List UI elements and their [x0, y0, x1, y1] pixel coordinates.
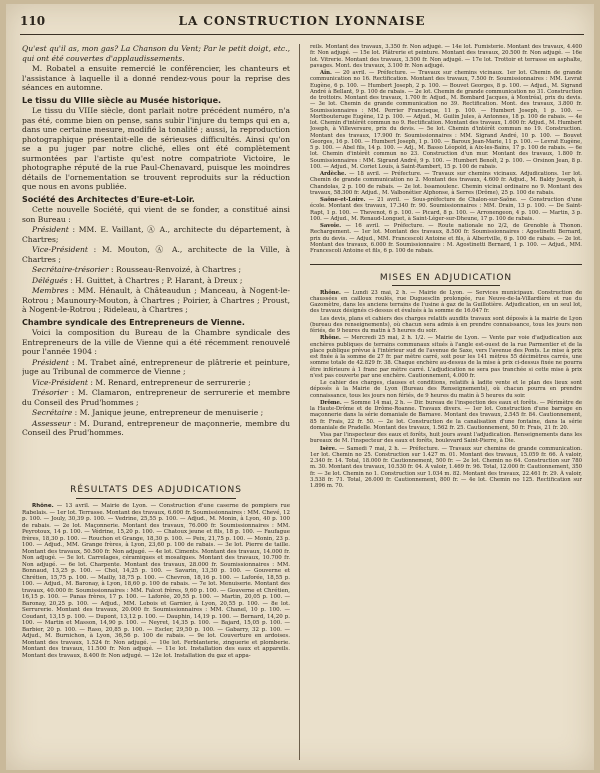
role-label: Trésorier: [32, 388, 68, 397]
eure-role-line: [22, 286, 290, 315]
mises-rhone-entry-2-note: Le cahier des charges, clauses et conditions, relatifs à ladite vente et le plan des lieux sont déposés à la Mairie de Lyon (Bureau des Renseignements), où chacun pourra en prendre connaissance, tous les jours non fériés, de 9 heures du matin à 5 heures du soir.: [310, 380, 582, 399]
eure-role-line: [22, 276, 290, 286]
dept-label: Ardèche.: [320, 171, 347, 177]
dept-label: Rhône.: [320, 289, 341, 296]
entry-text: — Lundi 23 mai, 2 h. — Mairie de Lyon. — Services municipaux. Construction de chaussées en cailloux roulés, rue Duguesclin prolongée, rue Neuve-de-la-Villardière et rue du Gazomètre, dans les anciens terrains de l'usine à gaz de la Guillotière. Adjudication, en un seul lot, des travaux désignés ci-dessus et évalués à la somme de 16.047 fr.: [310, 289, 582, 315]
mises-section-title: MISES EN ADJUDICATION: [379, 273, 513, 284]
role-text: : M. Renard, entrepreneur de serrurerie ;: [90, 377, 251, 387]
header-rule: [20, 34, 584, 35]
results-section-title: RÉSULTATS DES ADJUDICATIONS: [70, 484, 242, 495]
tissu-heading: Le tissu du VIIIe siècle au Musée historique.: [22, 95, 222, 105]
page-header: [20, 14, 584, 32]
results-ain-entry: [310, 70, 582, 170]
role-label: Président: [32, 225, 69, 234]
role-text: : M. Janique jeune, entrepreneur de menuiserie ;: [74, 408, 264, 417]
role-label: Secrétaire-trésorier: [32, 265, 109, 274]
page-number: 110: [20, 14, 46, 28]
results-title-rule: [76, 498, 237, 499]
entry-text: — 21 avril. — Sous-préfecture de Chalon-sur-Saône. — Construction d'une école. Montant des travaux, 17.340 fr. 90. Soumissionnaires : MM. Drain, 13 p. 100. — De Saint-Rapt, 1 p. 100. — Thevenot, 6 p. 100. — Picard, 8 p. 100. — Arronengeon, 4 p. 100. — Martin, 3 p. 100. — Adjud., M. Renaud-Longuet, à Saint-Léger-sur-Dheune, 17 p. 100 de rabais.: [310, 197, 582, 222]
intro-paragraph-2: M. Robatel a ensuite remercié le conférencier, les chanteurs et l'assistance à laquelle il a donné rendez-vous pour la reprise des séances en automne.: [22, 64, 290, 92]
eure-role-line: [22, 265, 290, 275]
vienne-role-line: [22, 378, 290, 388]
results-ardeche-entry: [310, 171, 582, 196]
entry-text: — Samedi 7 mai, 2 h. — Préfecture. — Travaux sur chemins de grande communication. 1er lot. Chemin no 25. Construction sur 1.427 m. 01. Montant des travaux, 15.059 fr. 66. À valoir, 2.340 fr. 14. Total, 18.000 fr. Cautionnement, 500 fr. — 2e lot. Chemin no 64. Construction sur 780 m. 30. Montant des travaux, 10.530 fr. 04. À valoir, 1.469 fr. 96. Total, 12.000 fr. Cautionnement, 350 fr. — 3e lot. Chemin no 1. Construction sur 1.034 m. 82. Montant des travaux, 22.461 fr. 29. À valoir, 3.538 fr. 71. Total, 26.000 fr. Cautionnement, 800 fr. — 4e lot. Chemin no 125. Rectification sur 1.896 m. 70.: [310, 445, 582, 489]
dept-label: Savoie.: [320, 223, 342, 229]
role-label: Assesseur: [32, 418, 71, 428]
column-divider: [299, 44, 300, 760]
mises-section: [310, 264, 582, 285]
role-label: Membres: [32, 286, 69, 295]
role-label: Vice-Président: [32, 377, 88, 387]
dept-label: Isère.: [320, 445, 337, 452]
role-text: : H. Guittet, à Chartres ; P. Harant, à Dreux ;: [70, 275, 243, 285]
mises-drome-entry: [310, 400, 582, 431]
results-saone-entry: [310, 197, 582, 222]
document-page: [6, 4, 594, 770]
mises-isere-entry: [310, 446, 582, 490]
dept-label: Ain.: [320, 70, 332, 76]
eure-role-line: [22, 225, 290, 244]
intro-paragraph-1: Qu'est qu'il as, mon gas? La Chanson du Vent; Par le petit doigt, etc., qui ont été couvertes d'applaudissements.: [22, 44, 290, 63]
mises-rhone-entry-1: [310, 290, 582, 315]
eure-paragraph: Cette nouvelle Société, qui vient de se fonder, a constitué ainsi son Bureau :: [22, 205, 290, 224]
mises-drome-entry-note: Visa par l'inspecteur des eaux et forêts, huit jours avant l'adjudication. Renseignements dans les bureaux de M. l'inspecteur des eaux et forêts, boulevard Saint-Pierre, à Die.: [310, 432, 582, 445]
entry-text: — 13 avril. — Mairie de Lyon. — Construction d'une caserne de pompiers rue Rabelais. — 1er lot. Terrasse. Montant des travaux, 6.600 fr. Soumissionnaires : MM. Chevé, 12 p. 100. — Jouly, 30,39 p. 100. — Vedrine, 25,55 p. 100. — Adjud., M. Monin, à Lyon, 40 p. 100 de rabais. — 2e lot. Maçonnerie. Montant des travaux, 76.000 fr. Soumissionnaires : MM. Peyrotoux, 14 p. 100. — Védrine, 15,20 p. 100. — Chatoux jeune et fils, 18 p. 100. — Faufague frères, 18,30 p. 100. — Rouchon et Grange, 18,30 p. 100. — Peix, 21,75 p. 100. — Monin, 23 p. 100. — Adjud., MM. Grange frères, à Lyon, 23,60 p. 100 de rabais. — 3e lot. Pierre de taille. Montant des travaux, 50.500 fr. Non adjugé. — 4e lot. Ciments. Montant des travaux, 14.000 fr. Non adjugé. — 5e lot. Carrelages, céramiques et mosaïques. Montant des travaux, 10.700 fr. Non adjugé. — 6e lot. Charpente. Montant des travaux, 28.000 fr. Soumissionnaires : MM. Bonnaud, 13,25 p. 100. — Chol, 14,25 p. 100. — Savarin, 13,30 p. 100. — Gouverne et Chrétien, 15,75 p. 100. — Mailly, 18,75 p. 100. — Chevron, 18,16 p. 100. — Laforée, 18,55 p. 100. — Adjud., M. Baronay, à Lyon, 18,60 p. 100 de rabais. — 7e lot. Menuiserie. Montant des travaux, 40.000 fr. Soumissionnaires : MM. Falcot frères, 9,60 p. 100. — Gouverne et Chrétien, 16,15 p. 100. — Panas frères, 17 p. 100. — Laforée, 20,55 p. 100. — Martin, 20,05 p. 100. — Baronay, 20,25 p. 100. — Adjud., MM. Lebois et Garnier, à Lyon, 20,55 p. 100. — 8e lot. Serrurerie. Montant des travaux, 20.000 fr. Soumissionnaires : MM. Chanel, 10 p. 100. — Coudant, 13,15 p. 100. — Dupont, 13,12 p. 100. — Dauphin, 14,19 p. 100. — Bernard, 14,20 p. 100. — Martin et Masson, 14,90 p. 100. — Neyret, 14,35 p. 100. — Bajard, 15,05 p. 100. — Barbier, 20 p. 100. — Raso, 20,85 p. 100. — Escler, 29,50 p. 100. — Gabarry, 32 p. 100. — Adjud., M. Burnichon, à Lyon, 36,56 p. 100 de rabais. — 9e lot. Couverture en ardoises. Montant des travaux, 1.524 fr. Non adjugé. — 10e lot. Ferblanterie, zinguerie et plomberie. Montant des travaux, 11.500 fr. Non adjugé. — 11e lot. Installation des eaux et appareils. Montant des travaux, 8.400 fr. Non adjugé. — 12e lot. Installation du gaz et appa-: [22, 503, 290, 659]
vienne-paragraph: Voici la composition du Bureau de la Chambre syndicale des Entrepreneurs de la ville de Vienne qui a été récemment renouvelé pour l'année 1904 :: [22, 328, 290, 356]
vienne-role-line: [22, 388, 290, 407]
role-label: Président: [32, 357, 69, 367]
role-text: : M. Mouton, Ⓐ A., architecte de la Ville, à Chartres ;: [22, 245, 290, 264]
entry-text: — Somme 14 mai, 2 h. — Dir. bureau de l'inspection des eaux et forêts. — Périmètre de la Haute-Drôme et de Drôme-Roanne. Travaux divers. — 1er lot. Construction d'une barrage en maçonnerie dans la série domaniale de Barnave. Montant des travaux, 2.545 fr. 84. Cautionnement, 85 fr. Frais, 22 fr. 50. — 2e lot. Construction de la canalisation d'une fontaine, dans la série domaniale de Pradelle. Montant des travaux, 1.562 fr. 25. Cautionnement, 50 fr. Frais, 21 fr. 20.: [310, 399, 582, 431]
results-savoie-entry: [310, 223, 582, 254]
role-text: : Rousseau-Renvoizé, à Chartres ;: [111, 265, 242, 274]
left-column: [22, 44, 290, 762]
role-text: : M. Durand, entrepreneur de maçonnerie, membre du Conseil des Prud'hommes.: [22, 418, 290, 437]
mises-title-rule: [392, 285, 501, 286]
role-text: : M. Clamaron, entrepreneur de serrurerie et membre du Conseil des Prud'hommes ;: [22, 388, 290, 407]
vienne-heading: Chambre syndicale des Entrepreneurs de Vienne.: [22, 317, 245, 327]
vienne-role-line: [22, 408, 290, 418]
entry-text: — 20 avril. — Préfecture. — Travaux sur chemins vicinaux. 1er lot. Chemin de grande communication no 16. Rectification. Montant des travaux, 7.500 fr. Soumissionnaires : MM. Levrat Eugène, 6 p. 100. — Humbert Joseph, 2 p. 100. — Bouvet Georges, 8 p. 100. — Adjud., M. Sigrand André à Bellant, 9 p. 100 de rabais. — 2e lot. Chemin de grande communication no 31. Construction de trottoirs. Montant des travaux, 1.700 fr. Adjud., M. Bombard Jacques, à Montréal, prix du devis. — 3e lot. Chemin de grande communication no 39. Rectification. Mont. des travaux, 3.800 fr. Soumissionnaires : MM. Perrier Francisque, 11 p. 100. — Humbert Joseph, 1 p. 100. — Mortbouteruge Eugène, 12 p. 100. — Adjud., M. Guilin Jules, à Antonnes, 18 p. 100 de rabais. — 4e lot. Chemin d'intérêt commun no 9. Rectification. Montant des travaux, 1.600 fr. Adjud., M. Humbert Joseph, à Villeversure, prix du devis. — 5e lot. Chemin d'intérêt commun no 19. Construction. Montant des travaux, 17.900 fr. Soumissionnaires : MM. Sigrand André, 10 p. 100. — Bouvet Georges, 16 p. 100. — Humbert Joseph, 1 p. 100. — Baroux Jean-Marie, 11 p. 100. — Levrat Eugène, 5 p. 100. — Abel fils, 14 p. 100. — Adj., M. Basso Léopold, à Aix-les-Bains, 17 p. 100 de rabais. — 6e lot. Chemin d'intérêt commun no 23. Construction d'un mur. Montant des travaux, 1.800 fr. Soumissionnaires : MM. Sigrand André, 9 p. 100. — Humbert Benoît, 2 p. 100. — Orsinon Jean, 8 p. 100. — Adjud., M. Coriet Louis, à Saint-Rambert, 15 p. 100 de rabais.: [310, 70, 582, 170]
dept-label: Rhône.: [32, 503, 54, 509]
entry-text: — 18 avril. — Préfecture. — Travaux sur chemins vicinaux. Adjudications. 1er lot. Chemin de grande communication no 2. Montant des travaux, 4.600 fr. Adjud., M. Baldy Joseph, à Chandolas, 2 p. 100 de rabais. — 2e lot. Issamoulenc. Chemin vicinal ordinaire no 9. Montant des travaux, 58.300 fr. Adjud., M. Valbonétier Alphonse, à Serres (Drôme), 25 p. 100 de rabais.: [310, 171, 582, 196]
right-column: [310, 44, 582, 762]
role-label: Délégués: [32, 275, 68, 285]
mises-rhone-entry-2: [310, 335, 582, 379]
eure-heading: Société des Architectes d'Eure-et-Loir.: [22, 194, 195, 204]
dept-label: Rhône.: [320, 335, 341, 342]
dept-label: Drôme.: [320, 399, 342, 406]
role-label: Vice-Président: [32, 245, 88, 254]
eure-role-line: [22, 245, 290, 264]
role-text: : MM. E. Vaillant, Ⓐ A., architecte du département, à Chartres;: [22, 225, 290, 244]
vienne-role-line: [22, 358, 290, 377]
results-rhone-entry: [22, 503, 290, 659]
role-text: : M. Trabet aîné, entrepreneur de plâtrerie et peinture, juge au Tribunal de commerce de Vienne ;: [22, 357, 290, 376]
vienne-role-line: [22, 419, 290, 438]
entry-text: — Mercredi 25 mai, 2 h. 1/2. — Mairie de Lyon. — Vente par voie d'adjudication aux enchères publiques de terrains communaux situés à l'angle est-ouest de la rue Parmentier et de la place publique prévue à l'intérieur sud de l'avenue de Saxe, vers l'avenue des Ponts. Le mise à prix est fixée à la somme de 27 fr. par mètre carré, soit pour les 141 mètres 55 décimètres carrés, une somme totale de 42.829 fr. 38. Chaque enchère au-dessus de la mise à prix ci-dessus fixée ne pourra être inférieure à 1 franc par mètre carré. L'adjudication ne sera pas tranchée si cette mise à prix n'est pas couverte par une enchère. Cautionnement, 4.000 fr.: [310, 335, 582, 379]
role-text: : MM. Hénault, à Châteaudun ; Manceau, à Nogent-le-Rotrou ; Maunoury-Mouton, à Chartres ; Poirier, à Chartres ; Proust, à Nogent-le-Rotrou ; Rideleau, à Chartres ;: [22, 286, 290, 314]
entry-text: — 16 avril. — Préfecture. — Route nationale no 2/2, de Grenoble à Thonon. Rechargement. — 1er lot. Montant des travaux, 8.500 fr. Soumissionnaires : Agostinetti Bernard, prix du devis. — Adjud., MM. Francescoli Antoine et fils, à Albertville, 6 p. 100 de rabais. — 2e lot. Montant des travaux, 6.000 fr. Soumissionnaire : M. Agostinetti Bernard, 1 p. 100. — Adjud., MM. Francescoli Antoine et fils, 6 p. 100 de rabais.: [310, 223, 582, 254]
mises-rhone-entry-1-note: Les devis, plans et cahiers des charges relatifs auxdits travaux sont déposés à la mairie de Lyon (bureau des renseignements), où chacun sera admis à en prendre connaissance, tous les jours non fériés, de 9 heures du matin à 5 heures du soir.: [310, 315, 582, 334]
tissu-paragraph: Le tissu du VIIIe siècle, dont parlait notre précédent numéro, n'a pas été, comme bien on pense, sans subir l'injure du temps qui en a, dans une certaine mesure, modifié la tonalité ; aussi, la reproduction photographique présentait-elle de sérieuses difficultés. Ainsi qu'on se a pu juger par notre cliché, elles ont été complètement surmontées par l'artiste qu'est notre compatriote Victoire, le photographe réputé de la rue Paul-Chenavard, puisque les moindres détails de l'ornementation se trouvent reproduits sur la réduction que nous en avons publiée.: [22, 106, 290, 191]
results-continued: reils. Montant des travaux, 3.350 fr. Non adjugé. — 14e lot. Fumisterie. Montant des travaux, 4.400 fr. Non adjugé. — 15e lot. Plâtrerie et peinture. Montant des travaux, 20.500 fr. Non adjugé. — 16e lot. Vitrerie. Montant des travaux, 3.500 fr. Non adjugé. — 17e lot. Trottoir et terrasse en asphalte, pavages. Mont. des travaux, 3.100 fr. Non adjugé.: [310, 44, 582, 69]
eure-bureau-list: [22, 225, 290, 315]
dept-label: Saône-et-Loire.: [320, 197, 366, 203]
role-label: Secrétaire: [32, 408, 73, 417]
journal-title: LA CONSTRUCTION LYONNAISE: [178, 14, 426, 28]
vienne-bureau-list: [22, 358, 290, 438]
mises-top-rule: [310, 264, 582, 265]
results-block: [22, 503, 290, 659]
